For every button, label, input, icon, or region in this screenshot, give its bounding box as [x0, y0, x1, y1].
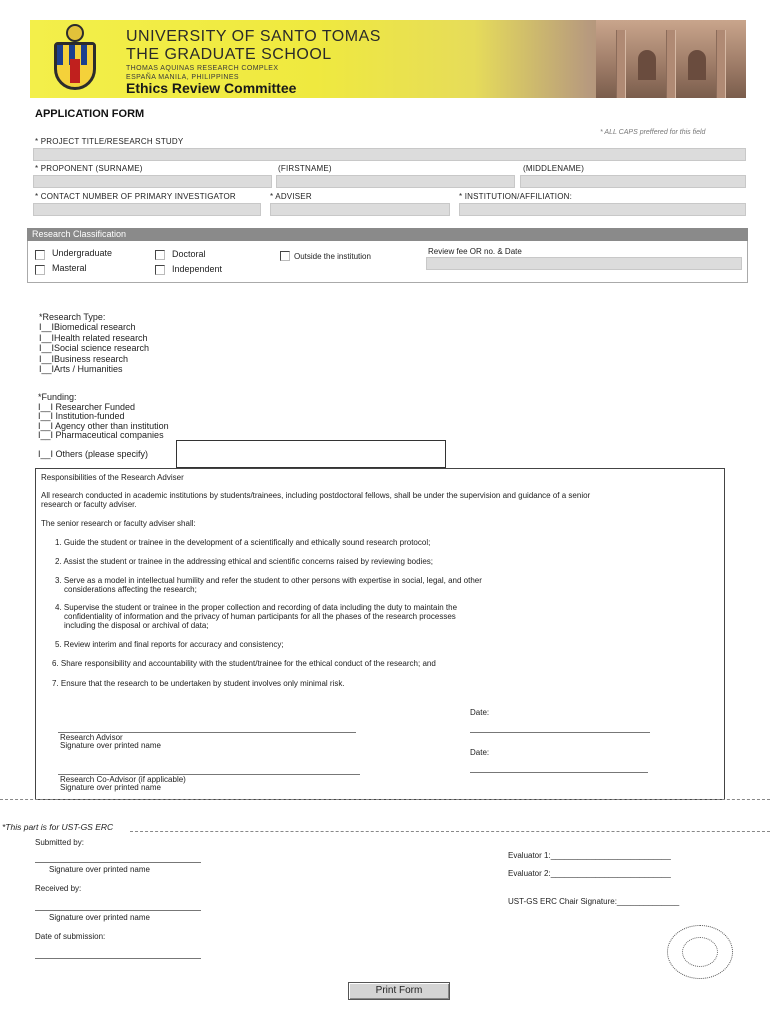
erc-stamp-icon [667, 925, 733, 979]
firstname-label: (FIRSTNAME) [278, 164, 332, 173]
responsibilities-shall: The senior research or faculty adviser shall: [41, 519, 196, 528]
responsibilities-title: Responsibilities of the Research Adviser [41, 473, 184, 482]
review-fee-label: Review fee OR no. & Date [428, 247, 522, 256]
undergraduate-checkbox[interactable] [35, 250, 45, 260]
adviser-field[interactable] [270, 203, 450, 216]
funding-item[interactable]: I__I Institution-funded [38, 411, 125, 421]
doctoral-checkbox[interactable] [155, 250, 165, 260]
received-by-label: Received by: [35, 884, 82, 893]
submitted-sig-printed: Signature over printed name [49, 865, 150, 874]
funding-others-label[interactable]: I__I Others (please specify) [38, 449, 149, 459]
chair-signature[interactable]: UST-GS ERC Chair Signature:______________ [508, 897, 680, 906]
school-name: THE GRADUATE SCHOOL [126, 46, 332, 63]
masteral-label: Masteral [52, 263, 87, 273]
research-type-item[interactable]: I__IBiomedical research [39, 322, 136, 332]
header-banner [30, 20, 746, 98]
middlename-field[interactable] [520, 175, 746, 188]
building-image [596, 20, 746, 98]
funding-item[interactable]: I__I Agency other than institution [38, 420, 169, 431]
adviser-label: * ADVISER [270, 192, 312, 201]
project-title-label: * PROJECT TITLE/RESEARCH STUDY [35, 137, 184, 146]
review-fee-field[interactable] [426, 257, 742, 270]
institution-field[interactable] [459, 203, 746, 216]
responsibilities-box [35, 468, 725, 800]
responsibilities-intro-1: All research conducted in academic institutions by students/trainees, including postdoctoral fellows, shall be under the supervision and guidance of a senior [41, 491, 591, 500]
date-submission-label: Date of submission: [35, 932, 106, 941]
contact-field[interactable] [33, 203, 261, 216]
print-form-button[interactable]: Print Form [348, 982, 450, 1000]
research-classification-header: Research Classification [27, 228, 748, 241]
advisor-label: Research Advisor [60, 733, 123, 742]
middlename-label: (MIDDLENAME) [523, 164, 585, 173]
institution-label: * INSTITUTION/AFFILIATION: [459, 192, 573, 201]
co-advisor-sig-printed: Signature over printed name [60, 783, 161, 792]
date-submission-line[interactable] [35, 958, 201, 959]
funding-label: *Funding: [38, 392, 77, 402]
masteral-checkbox[interactable] [35, 265, 45, 275]
responsibility-item-2: 2. Assist the student or trainee in the addressing ethical and scientific concerns raised by reviewing bodies; [55, 557, 433, 566]
firstname-field[interactable] [276, 175, 515, 188]
received-sig-printed: Signature over printed name [49, 913, 150, 922]
advisor-date-line[interactable] [470, 732, 650, 733]
funding-item[interactable]: I__I Researcher Funded [38, 401, 136, 412]
responsibility-item-7: 7. Ensure that the research to be undertaken by student involves only minimal risk. [52, 679, 345, 688]
outside-institution-checkbox[interactable] [280, 251, 290, 261]
submitted-by-line[interactable] [35, 862, 201, 863]
funding-list [38, 393, 169, 441]
complex-name: THOMAS AQUINAS RESEARCH COMPLEX [126, 65, 279, 72]
independent-checkbox[interactable] [155, 265, 165, 275]
co-advisor-label: Research Co-Advisor (if applicable) [60, 775, 186, 784]
advisor-sig-printed: Signature over printed name [60, 741, 161, 750]
section-divider [0, 799, 770, 800]
undergraduate-label: Undergraduate [52, 248, 113, 258]
co-advisor-date-label: Date: [470, 748, 490, 757]
funding-others-field[interactable] [176, 440, 446, 468]
university-name: UNIVERSITY OF SANTO TOMAS [126, 28, 381, 45]
address: ESPAÑA MANILA, PHILIPPINES [126, 74, 239, 81]
responsibility-item-4: 4. Supervise the student or trainee in the proper collection and recording of data including the duty to maintain the [55, 603, 458, 612]
co-advisor-date-line[interactable] [470, 772, 648, 773]
research-type-item[interactable]: I__ISocial science research [39, 343, 150, 353]
project-title-field[interactable] [33, 148, 746, 161]
independent-label: Independent [172, 264, 223, 274]
outside-institution-label: Outside the institution [294, 252, 371, 261]
research-type-item[interactable]: I__IArts / Humanities [39, 364, 123, 374]
research-type-item[interactable]: I__IBusiness research [39, 353, 129, 364]
research-type-list [39, 322, 149, 375]
received-by-line[interactable] [35, 910, 201, 911]
doctoral-label: Doctoral [172, 249, 206, 259]
advisor-date-label: Date: [470, 708, 490, 717]
research-type-label: *Research Type: [39, 312, 106, 322]
submitted-by-label: Submitted by: [35, 838, 84, 847]
responsibility-item-6: 6. Share responsibility and accountability with the student/trainee for the ethical conduct of the research; and [52, 659, 436, 668]
surname-field[interactable] [33, 175, 272, 188]
form-title: APPLICATION FORM [35, 108, 145, 120]
contact-label: * CONTACT NUMBER OF PRIMARY INVESTIGATOR [35, 192, 236, 201]
responsibility-item-1: 1. Guide the student or trainee in the development of a scientifically and ethically sound research protocol; [55, 538, 431, 547]
research-type-item[interactable]: I__IHealth related research [39, 332, 148, 343]
responsibility-item-5: 5. Review interim and final reports for accuracy and consistency; [55, 640, 284, 649]
responsibilities-intro-2: research or faculty adviser. [41, 500, 137, 509]
responsibility-item-3: 3. Serve as a model in intellectual humility and refer the student to other persons with expertise in social, legal, and other [55, 576, 482, 585]
evaluator-2[interactable]: Evaluator 2:___________________________ [508, 869, 671, 878]
caps-note: * ALL CAPS preffered for this field [600, 129, 706, 136]
committee-name: Ethics Review Committee [126, 80, 297, 96]
funding-item[interactable]: I__I Pharmaceutical companies [38, 430, 164, 440]
erc-note-divider [130, 831, 770, 832]
evaluator-1[interactable]: Evaluator 1:___________________________ [508, 851, 671, 860]
proponent-surname-label: * PROPONENT (SURNAME) [35, 164, 143, 173]
responsibility-item-4-cont-1: confidentiality of information and the privacy of human participants for all the phases of the research processes [64, 612, 456, 621]
erc-note: *This part is for UST-GS ERC [2, 822, 114, 832]
university-seal-icon [42, 24, 108, 94]
responsibility-item-4-cont-2: including the disposal or archival of data; [64, 621, 209, 630]
responsibility-item-3-cont: considerations affecting the research; [64, 585, 197, 594]
